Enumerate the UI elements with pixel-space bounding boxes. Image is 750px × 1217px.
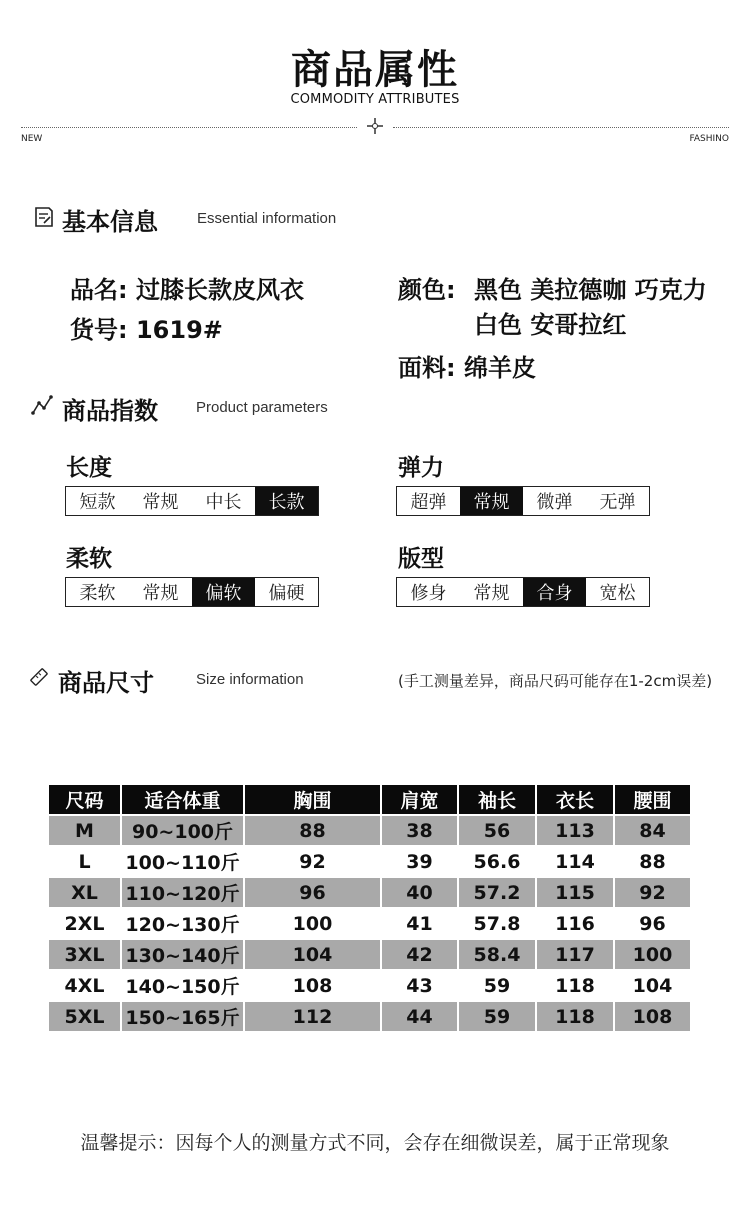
length-option-selected: 长款: [255, 487, 318, 515]
page-title: 商品属性: [291, 47, 459, 93]
trend-line-icon: [31, 394, 53, 416]
table-cell: 4XL: [49, 971, 120, 1000]
table-cell: 88: [615, 847, 690, 876]
table-cell: 59: [459, 971, 535, 1000]
softness-option-selected: 偏软: [192, 578, 255, 606]
elasticity-label: 弹力: [398, 455, 444, 481]
table-cell: 118: [537, 971, 613, 1000]
length-option: 短款: [79, 492, 116, 513]
elasticity-scale: [396, 486, 650, 516]
table-cell: 108: [245, 971, 380, 1000]
table-cell: 100: [615, 940, 690, 969]
table-cell: 40: [382, 878, 457, 907]
table-cell: 56.6: [459, 847, 535, 876]
fit-scale: [396, 577, 650, 607]
softness-option: 偏硬: [268, 583, 305, 604]
table-cell: 114: [537, 847, 613, 876]
column-header: 尺码: [49, 785, 120, 814]
color-label: 颜色:: [398, 276, 456, 304]
softness-option: 柔软: [79, 583, 116, 604]
table-cell: 130~140斤: [122, 940, 243, 969]
divider-right: [393, 127, 729, 128]
table-cell: 59: [459, 1002, 535, 1031]
basic-info-heading: 基本信息: [62, 208, 158, 236]
fit-option: 修身: [410, 583, 447, 604]
column-header: 肩宽: [382, 785, 457, 814]
softness-label: 柔软: [66, 546, 112, 572]
column-header: 袖长: [459, 785, 535, 814]
length-label: 长度: [66, 455, 112, 481]
table-cell: 120~130斤: [122, 909, 243, 938]
fit-option: 常规: [473, 583, 510, 604]
size-note: (手工测量差异，商品尺码可能存在1-2cm误差): [398, 672, 713, 690]
table-cell: 38: [382, 816, 457, 845]
table-cell: 108: [615, 1002, 690, 1031]
table-cell: 43: [382, 971, 457, 1000]
table-row: [49, 847, 690, 876]
table-cell: 90~100斤: [122, 816, 243, 845]
table-cell: 39: [382, 847, 457, 876]
product-name-label: 品名:: [70, 276, 128, 304]
sku-row: [70, 310, 223, 345]
table-cell: 96: [245, 878, 380, 907]
color-value-line2: 白色 安哥拉红: [474, 311, 627, 339]
table-row: [49, 878, 690, 907]
fabric-row: [398, 348, 536, 383]
table-cell: 56: [459, 816, 535, 845]
params-subheading: Product parameters: [196, 399, 328, 416]
table-cell: 113: [537, 816, 613, 845]
fit-option-selected: 合身: [523, 578, 586, 606]
table-cell: 100: [245, 909, 380, 938]
size-subheading: Size information: [196, 671, 304, 688]
table-cell: 116: [537, 909, 613, 938]
crosshair-icon: [366, 117, 384, 135]
tag-new: NEW: [21, 134, 43, 144]
table-cell: M: [49, 816, 120, 845]
tag-fashino: FASHINO: [689, 134, 729, 144]
product-name-value: 过膝长款皮风衣: [135, 276, 304, 304]
table-cell: 96: [615, 909, 690, 938]
ruler-icon: [28, 666, 50, 688]
table-row: [49, 940, 690, 969]
elasticity-option: 超弹: [410, 492, 447, 513]
table-cell: 41: [382, 909, 457, 938]
table-cell: 5XL: [49, 1002, 120, 1031]
table-cell: 117: [537, 940, 613, 969]
table-cell: 84: [615, 816, 690, 845]
elasticity-option: 微弹: [536, 492, 573, 513]
table-row: [49, 1002, 690, 1031]
table-cell: L: [49, 847, 120, 876]
table-cell: 57.2: [459, 878, 535, 907]
fabric-value: 绵羊皮: [463, 354, 536, 382]
table-cell: 92: [615, 878, 690, 907]
basic-info-subheading: Essential information: [197, 210, 337, 227]
table-row: [49, 816, 690, 845]
product-name-row: [70, 270, 304, 305]
fit-option: 宽松: [599, 583, 636, 604]
fit-label: 版型: [398, 546, 444, 572]
table-cell: 42: [382, 940, 457, 969]
table-cell: 115: [537, 878, 613, 907]
document-icon: [33, 206, 55, 228]
softness-scale: [65, 577, 319, 607]
table-cell: 100~110斤: [122, 847, 243, 876]
table-cell: 118: [537, 1002, 613, 1031]
table-cell: 92: [245, 847, 380, 876]
column-header: 腰围: [615, 785, 690, 814]
page-subtitle: COMMODITY ATTRIBUTES: [290, 92, 460, 107]
table-row: [49, 909, 690, 938]
length-option: 常规: [142, 492, 179, 513]
table-cell: 150~165斤: [122, 1002, 243, 1031]
size-table: [47, 783, 692, 1033]
table-cell: 3XL: [49, 940, 120, 969]
divider-left: [21, 127, 357, 128]
table-cell: 112: [245, 1002, 380, 1031]
table-cell: 58.4: [459, 940, 535, 969]
measurement-tip: 温馨提示：因每个人的测量方式不同，会存在细微误差，属于正常现象: [80, 1132, 670, 1154]
fabric-label: 面料:: [398, 354, 456, 382]
elasticity-option: 无弹: [599, 492, 636, 513]
column-header: 适合体重: [122, 785, 243, 814]
table-cell: 57.8: [459, 909, 535, 938]
table-cell: 88: [245, 816, 380, 845]
length-option: 中长: [205, 492, 242, 513]
sku-label: 货号:: [70, 316, 128, 344]
table-cell: 104: [615, 971, 690, 1000]
size-table-body: [49, 816, 690, 1031]
table-row: [49, 971, 690, 1000]
params-heading: 商品指数: [62, 397, 158, 425]
sku-value: 1619#: [135, 316, 223, 344]
length-scale: [65, 486, 319, 516]
softness-option: 常规: [142, 583, 179, 604]
table-cell: 110~120斤: [122, 878, 243, 907]
color-value-line1: 黑色 美拉德咖 巧克力: [474, 276, 707, 304]
table-cell: 104: [245, 940, 380, 969]
column-header: 胸围: [245, 785, 380, 814]
table-cell: XL: [49, 878, 120, 907]
column-header: 衣长: [537, 785, 613, 814]
size-heading: 商品尺寸: [58, 669, 154, 697]
elasticity-option-selected: 常规: [460, 487, 523, 515]
size-table-header: [49, 785, 690, 814]
table-cell: 140~150斤: [122, 971, 243, 1000]
table-cell: 44: [382, 1002, 457, 1031]
table-cell: 2XL: [49, 909, 120, 938]
